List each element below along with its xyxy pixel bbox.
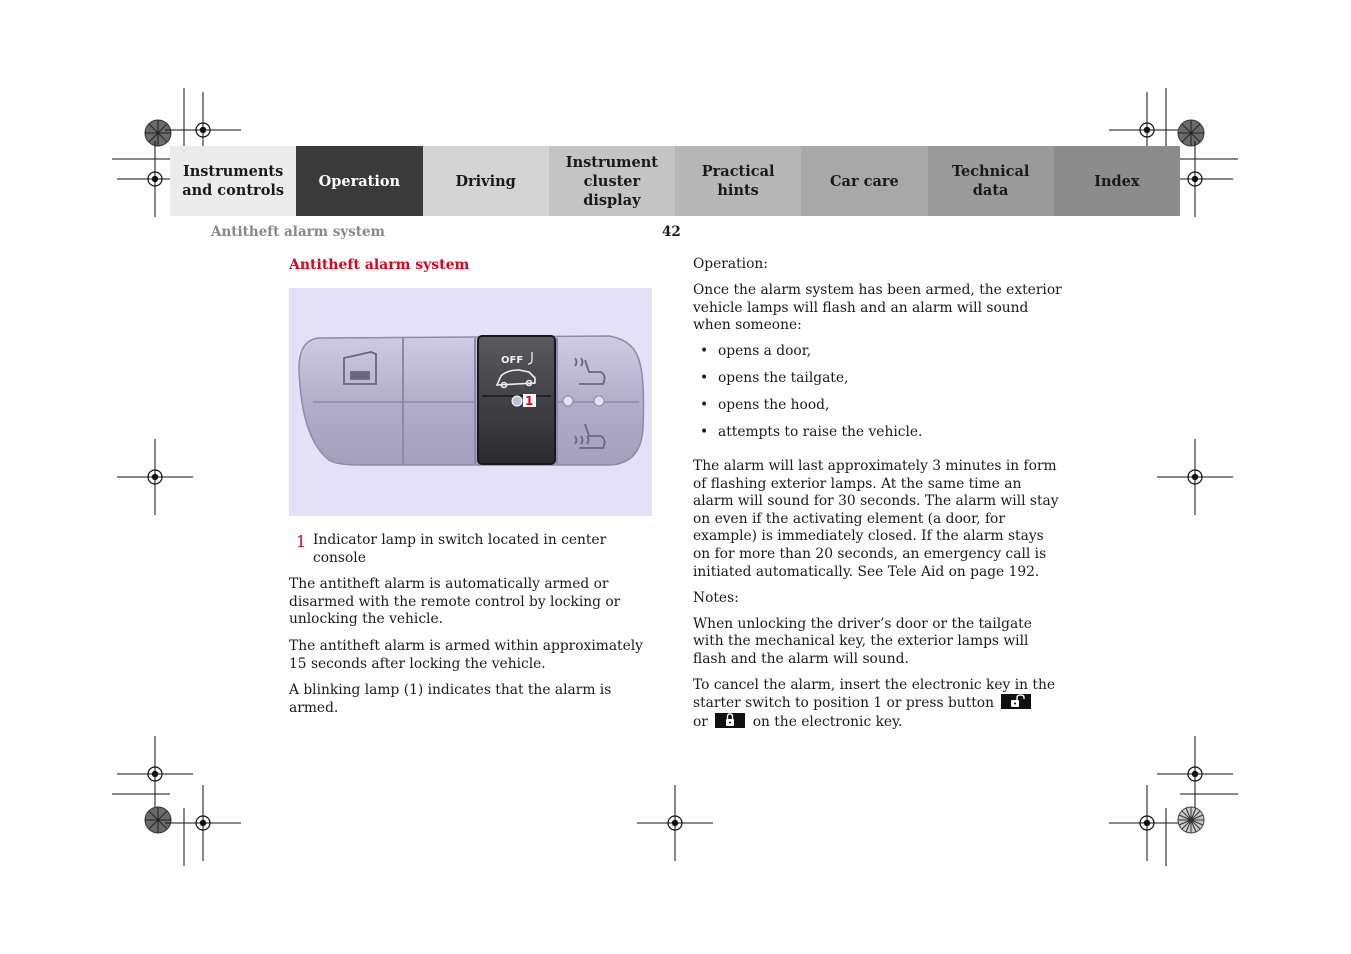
lock-button-symbol (715, 713, 745, 728)
nav-tab-instrument-cluster-display[interactable]: Instrument cluster display (549, 146, 675, 216)
alarm-duration-text: The alarm will last approximately 3 minutes in form of flashing exterior lamps. At the same time an alarm will sound for 30 seconds. The alarm will stay on even if the activating element (a door, for example) is immediately closed. If the alarm stays on for more than 20 seconds, an emergency call is initiated automatically. See Tele Aid on page 192. (693, 458, 1059, 580)
nav-tab-operation[interactable]: Operation (296, 146, 422, 216)
section-navigation (170, 146, 1180, 216)
notes-label: Notes: (693, 589, 739, 606)
section-title: Antitheft alarm system (289, 257, 470, 273)
notes-text: When unlocking the driver’s door or the tailgate with the mechanical key, the exterior lamps will flash and the alarm will sound. (693, 615, 1032, 667)
list-item: • opens the hood, (693, 397, 1063, 415)
left-column (289, 256, 657, 717)
page-number: 42 (662, 224, 681, 240)
caption-text: Indicator lamp in switch located in center console (313, 532, 607, 566)
list-item: • attempts to raise the vehicle. (693, 424, 1063, 442)
list-item: • opens a door, (693, 343, 1063, 361)
paragraph: The antitheft alarm is armed within approximately 15 seconds after locking the vehicle. (289, 637, 643, 672)
lock-icon (715, 713, 745, 728)
figure-caption (289, 532, 657, 567)
nav-tab-technical-data[interactable]: Technical data (928, 146, 1054, 216)
paragraph: A blinking lamp (1) indicates that the alarm is armed. (289, 682, 612, 716)
callout-number: 1 (525, 394, 534, 408)
trigger-list (693, 343, 1063, 441)
operation-label: Operation: (693, 256, 768, 272)
right-column (693, 256, 1063, 740)
unlock-icon (1001, 694, 1031, 709)
list-item: • opens the tailgate, (693, 370, 1063, 388)
nav-tab-car-care[interactable]: Car care (801, 146, 927, 216)
caption-number: 1 (296, 532, 307, 551)
running-head: Antitheft alarm system (211, 224, 385, 240)
unlock-button-symbol (1001, 694, 1031, 709)
nav-tab-practical-hints[interactable]: Practical hints (675, 146, 801, 216)
off-label: OFF (501, 355, 524, 366)
operation-intro: Once the alarm system has been armed, the exterior vehicle lamps will flash and an alarm will sound when someone: (693, 281, 1062, 334)
switch-panel-drawing (289, 288, 652, 516)
nav-tab-driving[interactable]: Driving (423, 146, 549, 216)
cancel-alarm-text: To cancel the alarm, insert the electronic key in the starter switch to position 1 or press button or on the electronic key. (693, 676, 1056, 730)
nav-tab-index[interactable]: Index (1054, 146, 1180, 216)
paragraph: The antitheft alarm is automatically armed or disarmed with the remote control by locking or unlocking the vehicle. (289, 576, 621, 628)
indicator-lamp (512, 396, 522, 406)
console-switch-illustration (289, 288, 652, 516)
nav-tab-instruments-and-controls[interactable]: Instruments and controls (170, 146, 296, 216)
